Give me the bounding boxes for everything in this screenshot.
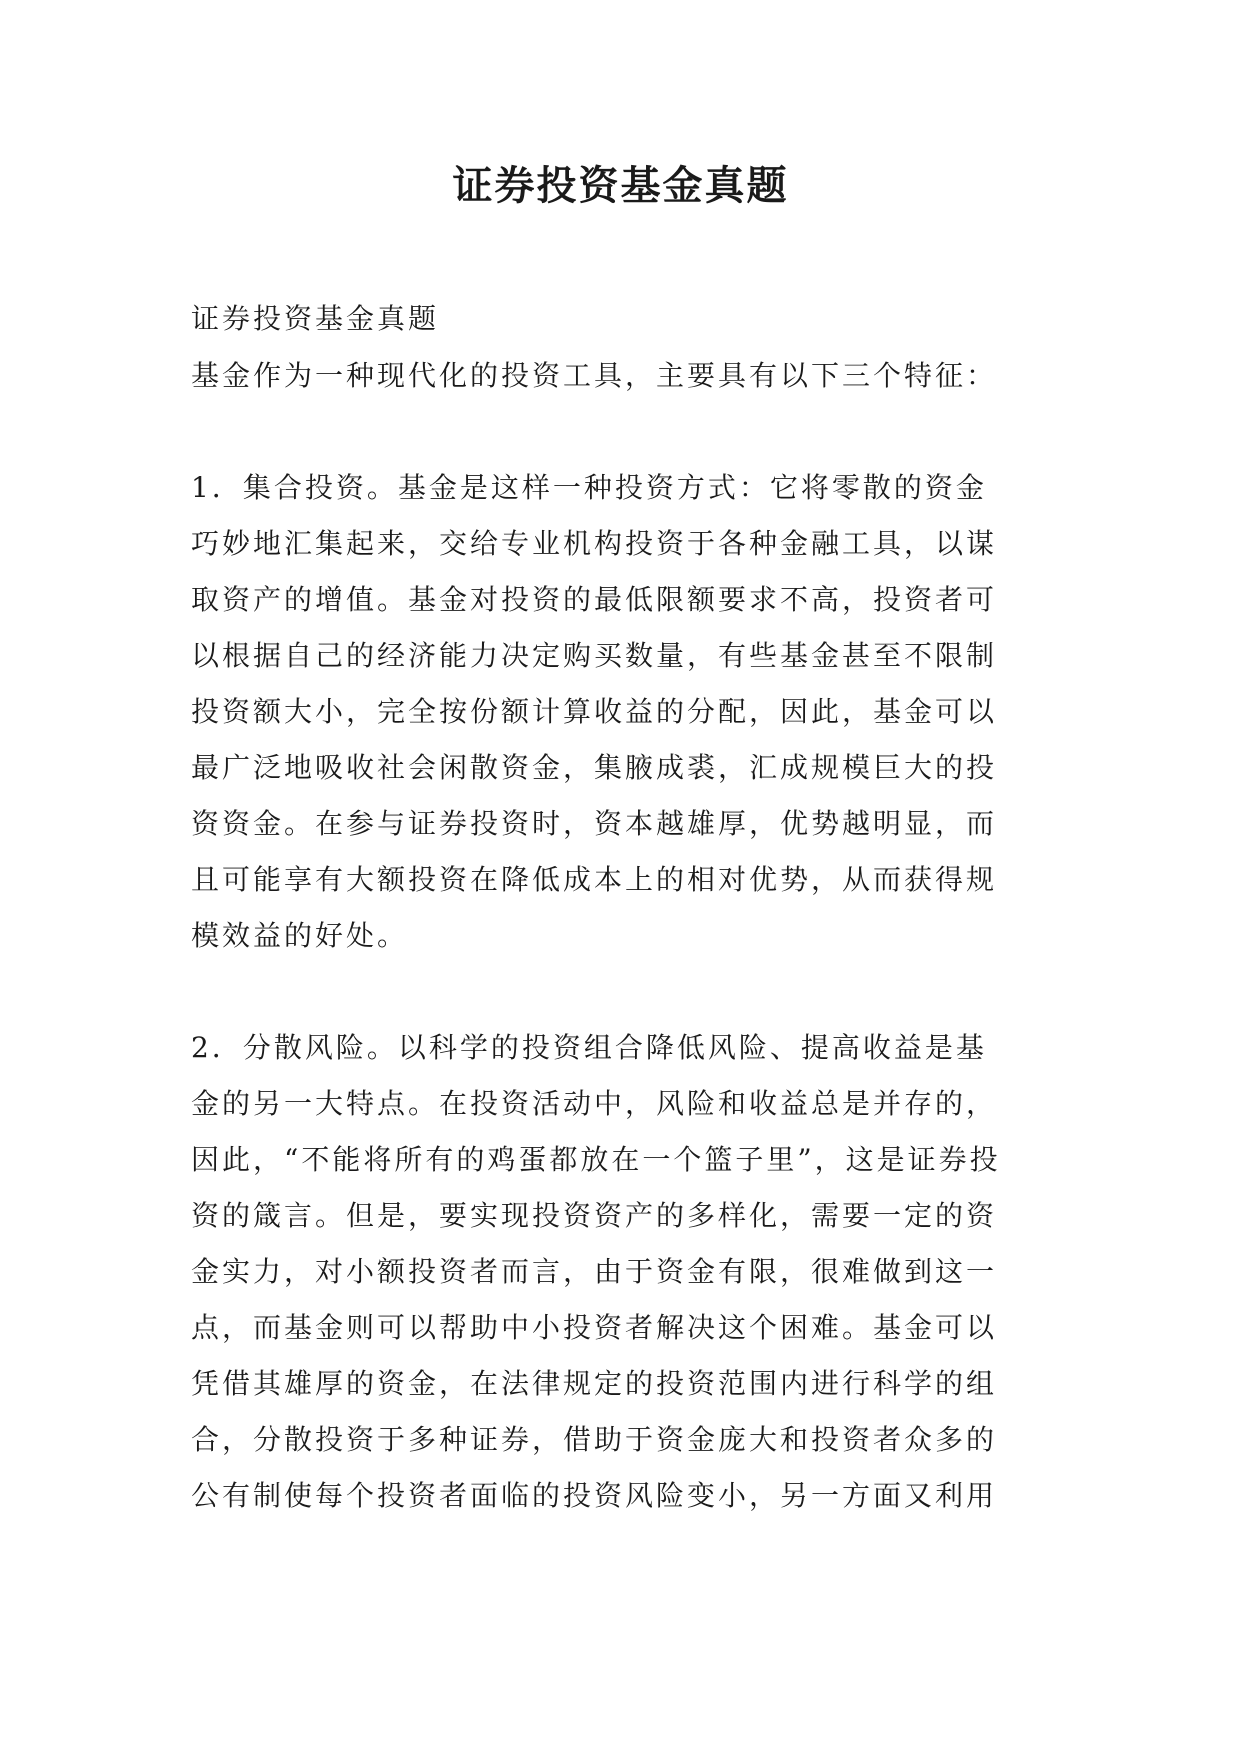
paragraph-spacer (191, 964, 1056, 1020)
paragraph-line: 点，而基金则可以帮助中小投资者解决这个困难。基金可以 (191, 1311, 998, 1344)
paragraph-line: 因此，“不能将所有的鸡蛋都放在一个篮子里”，这是证券投 (191, 1143, 1001, 1176)
paragraph-line: 以根据自己的经济能力决定购买数量，有些基金甚至不限制 (191, 639, 998, 672)
paragraph-line: 凭借其雄厚的资金，在法律规定的投资范围内进行科学的组 (191, 1367, 998, 1400)
paragraph-line: 投资额大小，完全按份额计算收益的分配，因此，基金可以 (191, 695, 998, 728)
document-title: 证券投资基金真题 (452, 162, 789, 209)
paragraph-risk-diversification (191, 1020, 1056, 1524)
paragraph-line: 取资产的增值。基金对投资的最低限额要求不高，投资者可 (191, 583, 998, 616)
paragraph-line: 巧妙地汇集起来，交给专业机构投资于各种金融工具，以谋 (191, 527, 998, 560)
document-body (191, 290, 1056, 1524)
intro-text: 基金作为一种现代化的投资工具，主要具有以下三个特征： (191, 359, 998, 392)
paragraph-line: 资的箴言。但是，要实现投资资产的多样化，需要一定的资 (191, 1199, 998, 1232)
paragraph-spacer (191, 404, 1056, 460)
paragraph-line: 公有制使每个投资者面临的投资风险变小，另一方面又利用 (191, 1479, 998, 1512)
paragraph-collective-investment (191, 460, 1056, 964)
subtitle-text: 证券投资基金真题 (191, 302, 440, 335)
paragraph-line: 1．集合投资。基金是这样一种投资方式：它将零散的资金 (191, 471, 987, 504)
paragraph-line: 最广泛地吸收社会闲散资金，集腋成裘，汇成规模巨大的投 (191, 751, 998, 784)
paragraph-line: 资资金。在参与证券投资时，资本越雄厚，优势越明显，而 (191, 807, 998, 840)
paragraph-line: 2．分散风险。以科学的投资组合降低风险、提高收益是基 (191, 1031, 987, 1064)
paragraph-line: 合，分散投资于多种证券，借助于资金庞大和投资者众多的 (191, 1423, 998, 1456)
paragraph-line: 且可能享有大额投资在降低成本上的相对优势，从而获得规 (191, 863, 998, 896)
paragraph-line: 金的另一大特点。在投资活动中，风险和收益总是并存的， (191, 1087, 998, 1120)
paragraph-line: 模效益的好处。 (191, 919, 409, 952)
paragraph-line: 金实力，对小额投资者而言，由于资金有限，很难做到这一 (191, 1255, 998, 1288)
